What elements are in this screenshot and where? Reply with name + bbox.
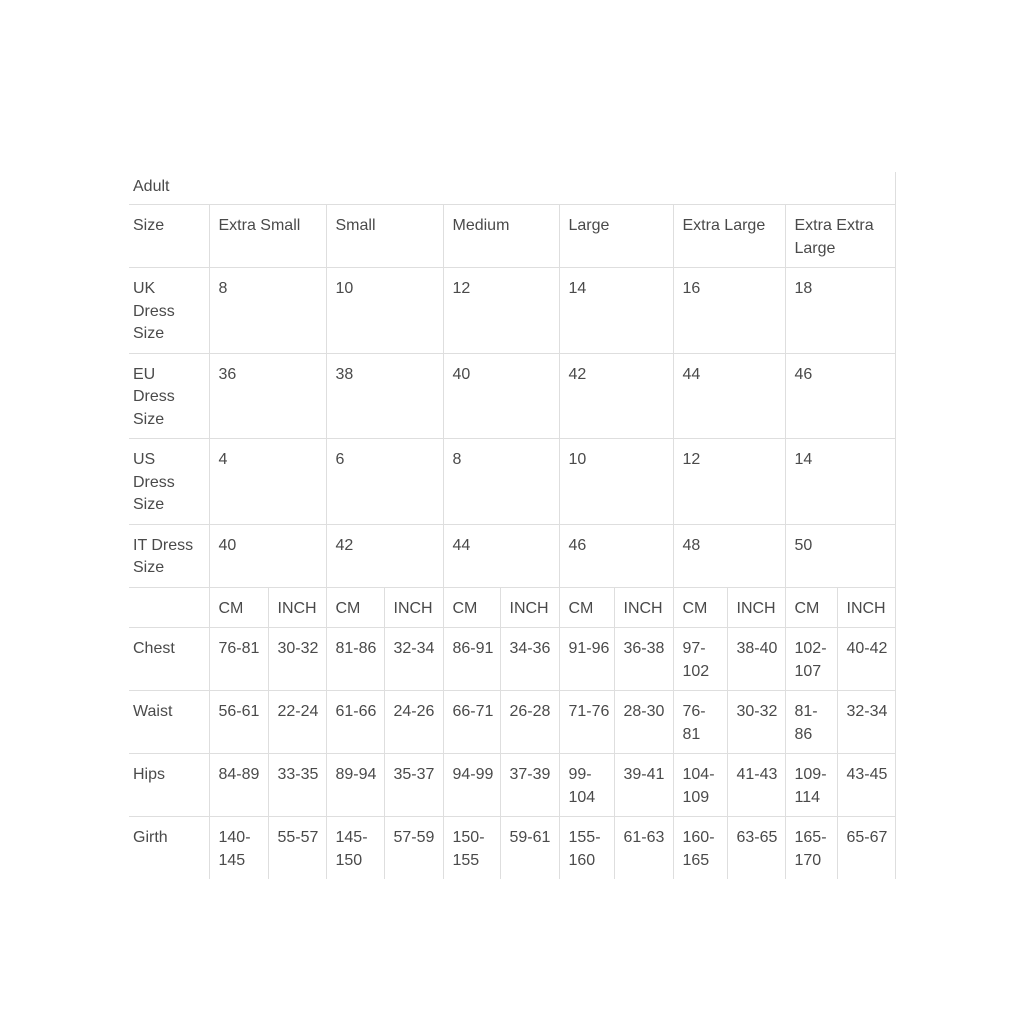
- measurement-row: [129, 754, 895, 817]
- unit-row: [129, 587, 895, 628]
- measurement-value: 26-28: [509, 703, 551, 720]
- measurement-value: 28-30: [623, 703, 665, 720]
- measurement-row: [129, 628, 895, 691]
- measurement-value: 86-91: [452, 640, 494, 657]
- measurement-value: 160-165: [682, 829, 715, 869]
- dress-size-value: 12: [452, 280, 471, 297]
- measurement-value: 37-39: [509, 766, 551, 783]
- measurement-value: 65-67: [846, 829, 888, 846]
- measurement-value: 145-150: [335, 829, 368, 869]
- section-title: Adult: [133, 178, 170, 195]
- unit-cm: CM: [218, 599, 244, 617]
- measurement-label: Girth: [133, 829, 168, 846]
- unit-inch: INCH: [736, 599, 776, 617]
- measurement-value: 33-35: [277, 766, 319, 783]
- measurement-value: 81-86: [335, 640, 377, 657]
- dress-size-value: 38: [335, 365, 354, 383]
- measurement-value: 140-145: [218, 829, 251, 869]
- dress-size-label: UK Dress Size: [133, 280, 175, 342]
- measurement-value: 102-107: [794, 640, 827, 680]
- measurement-row: [129, 817, 895, 880]
- measurement-value: 109-114: [794, 766, 827, 806]
- dress-size-value: 48: [682, 536, 701, 554]
- size-row: [129, 205, 895, 268]
- dress-size-value: 4: [218, 451, 228, 468]
- measurement-value: 30-32: [277, 640, 319, 657]
- dress-size-value: 12: [682, 451, 701, 468]
- measurement-value: 94-99: [452, 766, 494, 783]
- dress-size-row: [129, 524, 895, 587]
- unit-cm: CM: [335, 599, 361, 617]
- dress-size-value: 44: [452, 536, 471, 554]
- dress-size-value: 36: [218, 365, 237, 383]
- measurement-value: 66-71: [452, 703, 494, 720]
- dress-size-value: 14: [568, 280, 587, 297]
- dress-size-label: EU Dress Size: [133, 365, 175, 428]
- measurement-value: 30-32: [736, 703, 778, 720]
- measurement-value: 22-24: [277, 703, 319, 720]
- size-name: Medium: [452, 217, 510, 234]
- unit-row-blank: [129, 588, 209, 605]
- measurement-value: 150-155: [452, 829, 485, 869]
- dress-size-value: 46: [794, 365, 813, 383]
- measurement-value: 40-42: [846, 640, 888, 657]
- size-name: Extra Small: [218, 217, 301, 234]
- unit-cm: CM: [682, 599, 708, 617]
- dress-size-value: 42: [335, 536, 354, 554]
- measurement-value: 35-37: [393, 766, 435, 783]
- measurement-value: 55-57: [277, 829, 319, 846]
- dress-size-value: 16: [682, 280, 701, 297]
- measurement-value: 81-86: [794, 703, 818, 743]
- size-name: Extra Extra Large: [794, 217, 874, 257]
- measurement-value: 32-34: [846, 703, 888, 720]
- measurement-value: 76-81: [682, 703, 706, 743]
- measurement-value: 99-104: [568, 766, 596, 806]
- dress-size-value: 50: [794, 536, 813, 554]
- measurement-value: 91-96: [568, 640, 610, 657]
- size-name: Large: [568, 217, 610, 234]
- dress-size-value: 6: [335, 451, 345, 468]
- dress-size-value: 8: [218, 280, 228, 297]
- measurement-value: 57-59: [393, 829, 435, 846]
- size-table: [129, 172, 896, 879]
- unit-inch: INCH: [277, 599, 317, 617]
- measurement-value: 97-102: [682, 640, 710, 680]
- unit-cm: CM: [568, 599, 594, 617]
- unit-cm: CM: [794, 599, 820, 617]
- dress-size-value: 8: [452, 451, 462, 468]
- measurement-value: 36-38: [623, 640, 665, 657]
- measurement-value: 76-81: [218, 640, 260, 657]
- measurement-value: 104-109: [682, 766, 715, 806]
- measurement-value: 155-160: [568, 829, 601, 869]
- measurement-value: 89-94: [335, 766, 377, 783]
- measurement-value: 71-76: [568, 703, 610, 720]
- measurement-value: 39-41: [623, 766, 665, 783]
- dress-size-value: 18: [794, 280, 813, 297]
- measurement-value: 61-66: [335, 703, 377, 720]
- unit-inch: INCH: [846, 599, 886, 617]
- measurement-value: 56-61: [218, 703, 260, 720]
- unit-cm: CM: [452, 599, 478, 617]
- dress-size-value: 40: [452, 365, 471, 383]
- measurement-label: Waist: [133, 703, 173, 720]
- measurement-row: [129, 691, 895, 754]
- measurement-label: Chest: [133, 640, 175, 657]
- size-name: Small: [335, 217, 376, 234]
- measurement-value: 24-26: [393, 703, 435, 720]
- size-row-label: Size: [133, 217, 165, 234]
- dress-size-row: [129, 353, 895, 439]
- measurement-value: 43-45: [846, 766, 888, 783]
- unit-inch: INCH: [393, 599, 433, 617]
- unit-inch: INCH: [509, 599, 549, 617]
- dress-size-label: IT Dress Size: [133, 536, 194, 576]
- dress-size-row: [129, 268, 895, 354]
- dress-size-value: 14: [794, 451, 813, 468]
- measurement-value: 32-34: [393, 640, 435, 657]
- measurement-value: 41-43: [736, 766, 778, 783]
- dress-size-value: 10: [335, 280, 354, 297]
- dress-size-row: [129, 439, 895, 525]
- measurement-value: 63-65: [736, 829, 778, 846]
- measurement-value: 165-170: [794, 829, 827, 869]
- unit-inch: INCH: [623, 599, 663, 617]
- measurement-label: Hips: [133, 766, 166, 783]
- dress-size-value: 10: [568, 451, 587, 468]
- dress-size-label: US Dress Size: [133, 451, 175, 513]
- dress-size-value: 40: [218, 536, 237, 554]
- measurement-value: 34-36: [509, 640, 551, 657]
- measurement-value: 38-40: [736, 640, 778, 657]
- title-row: [129, 172, 895, 205]
- dress-size-value: 42: [568, 365, 587, 383]
- dress-size-value: 46: [568, 536, 587, 554]
- size-chart: [129, 172, 895, 879]
- measurement-value: 61-63: [623, 829, 665, 846]
- measurement-value: 84-89: [218, 766, 260, 783]
- dress-size-value: 44: [682, 365, 701, 383]
- measurement-value: 59-61: [509, 829, 551, 846]
- size-name: Extra Large: [682, 217, 766, 234]
